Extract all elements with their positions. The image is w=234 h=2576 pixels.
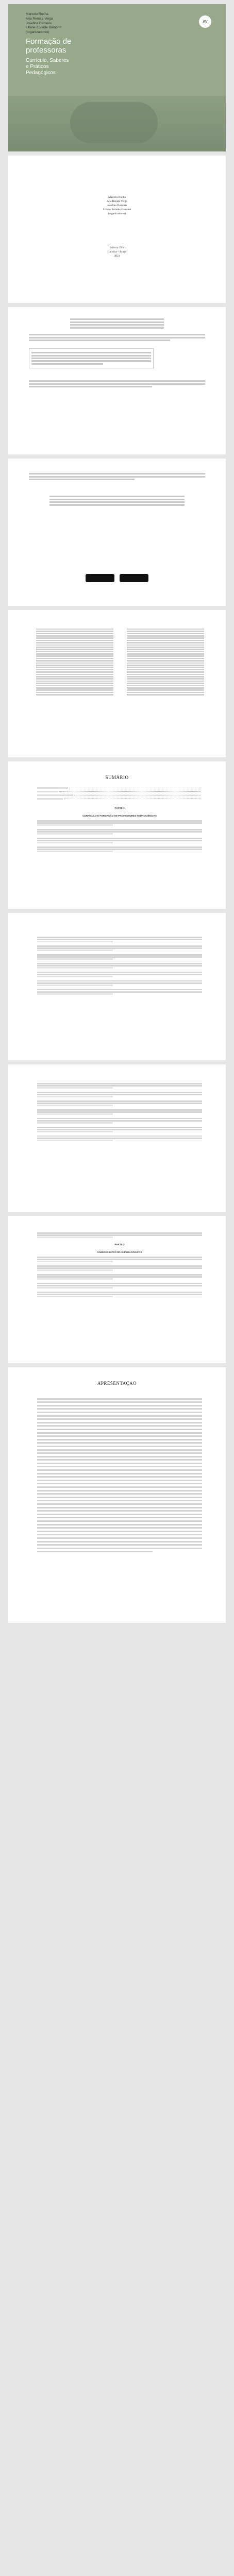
toc-page-4 <box>8 1216 226 1363</box>
cover-editor: Ana Renata Veiga <box>26 16 53 21</box>
toc-entry[interactable] <box>37 791 202 794</box>
toc-heading: SUMÁRIO <box>105 775 129 780</box>
cover-title: Formação de professoras <box>26 37 72 55</box>
toc-entry[interactable] <box>37 798 202 802</box>
toc-page-2 <box>8 913 226 1060</box>
cover-subtitle: Currículo, Saberes e Práticos Pedagógicos <box>26 58 69 76</box>
cover-image <box>8 96 226 151</box>
editorial-board-page <box>8 610 226 757</box>
half-title-imprint: Editora CRV Curitiba – Brasil 2021 <box>107 246 127 258</box>
publisher-logo: AV <box>199 15 211 28</box>
cover-editor: Josefina Damoris <box>26 21 52 25</box>
legal-page <box>8 459 226 606</box>
copyright-page <box>8 307 226 454</box>
half-title-authors: Marcelo Rocha Ana Renata Veiga Josefina Damoris Liliane Zoraide Hamorst (organizadores) <box>103 196 131 215</box>
toc-page-1 <box>8 761 226 909</box>
cover-editor: Marcelo Rocha <box>26 12 48 16</box>
toc-list <box>37 787 202 853</box>
cover-page <box>8 4 226 151</box>
toc-part-2: PARTE 2 <box>114 1243 125 1246</box>
cover-editors-role: (organizadores) <box>26 30 49 35</box>
google-play-badge[interactable] <box>120 574 148 582</box>
toc-part-2-title: SABERES E PRÁTICAS PEDAGÓGICAS <box>97 1250 142 1253</box>
toc-part-1-title: CURRÍCULO E FORMAÇÃO DE PROFESSORES NEUROCIÊNCIAS <box>82 815 157 817</box>
half-title-page <box>8 156 226 303</box>
presentation-body <box>37 1396 202 1554</box>
toc-part-1: PARTE 1 <box>114 807 125 809</box>
presentation-heading: APRESENTAÇÃO <box>97 1381 137 1386</box>
presentation-page <box>8 1367 226 1623</box>
toc-entry[interactable] <box>37 794 202 798</box>
cover-editors <box>26 12 61 35</box>
app-store-badge[interactable] <box>86 574 114 582</box>
cover-editor: Liliane Zoraide Hamorst <box>26 26 62 30</box>
toc-page-3 <box>8 1064 226 1212</box>
toc-entry[interactable] <box>37 787 202 791</box>
